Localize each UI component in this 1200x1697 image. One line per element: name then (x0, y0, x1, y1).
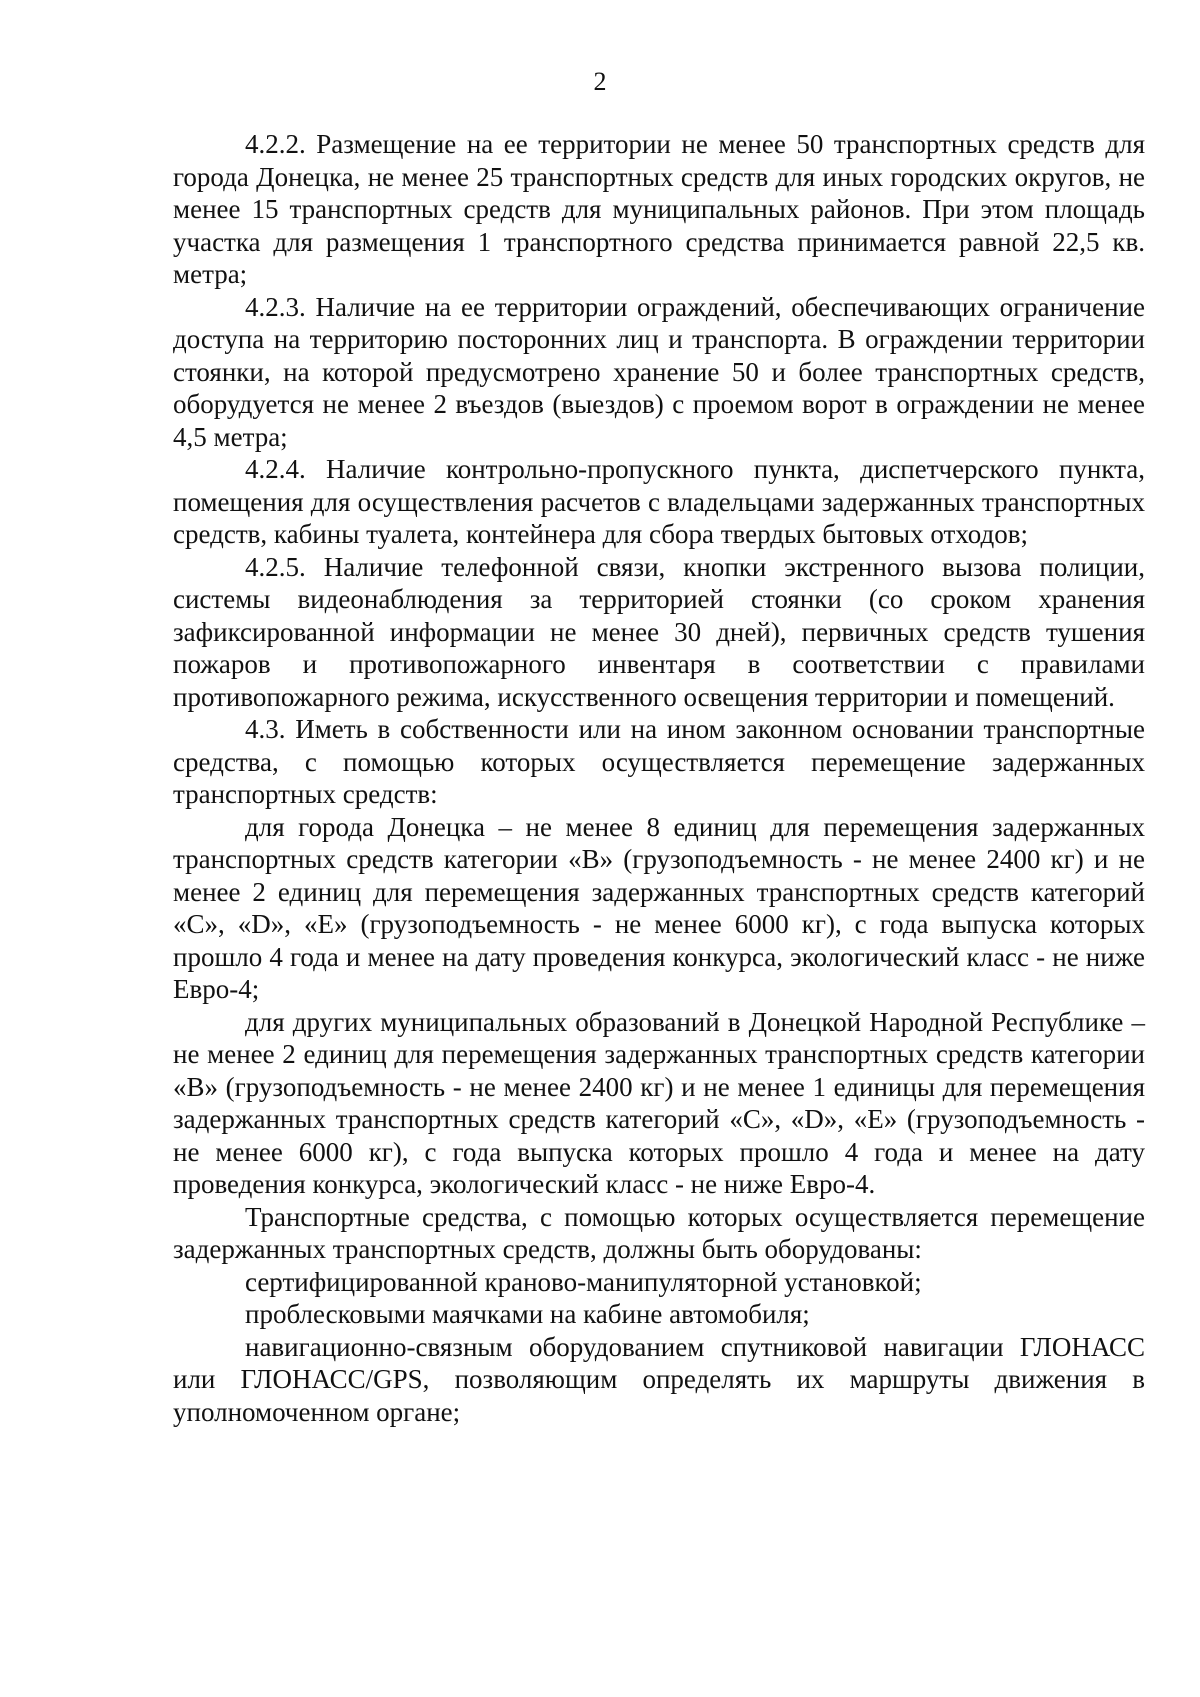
paragraph-4-2-2: 4.2.2. Размещение на ее территории не менее 50 транспортных средств для города Донецка, не менее 25 транспортных средств для иных городских округов, не менее 15 транспортных средств для муниципальных районов. При этом площадь участка для размещения 1 транспортного средства принимается равной 22,5 кв. метра; (173, 129, 1145, 289)
paragraph-4-2-5: 4.2.5. Наличие телефонной связи, кнопки экстренного вызова полиции, системы видеонаблюдения за территорией стоянки (со сроком хранения зафиксированной информации не менее 30 дней), первичных средств тушения пожаров и противопожарного инвентаря в соответствии с правилами противопожарного режима, искусственного освещения территории и помещений. (173, 551, 1145, 712)
paragraph-4-3: 4.3. Иметь в собственности или на ином законном основании транспортные средства, с помощью которых осуществляется перемещение задержанных транспортных средств: (173, 714, 1145, 809)
paragraph-crane-installation: сертифицированной краново-манипуляторной установкой; (245, 1266, 922, 1297)
document-body (173, 128, 1145, 1428)
paragraph-donetsk-vehicles: для города Донецка – не менее 8 единиц для перемещения задержанных транспортных средств категории «B» (грузоподъемность - не менее 2400 кг) и не менее 2 единиц для перемещения задержанных транспортных средств категорий «C», «D», «E» (грузоподъемность - не менее 6000 кг), с года выпуска которых прошло 4 года и менее на дату проведения конкурса, экологический класс - не ниже Евро-4; (173, 811, 1145, 1004)
page-number: 2 (593, 67, 607, 96)
paragraph-4-2-3: 4.2.3. Наличие на ее территории ограждений, обеспечивающих ограничение доступа на территорию посторонних лиц и транспорта. В ограждении территории стоянки, на которой предусмотрено хранение 50 и более транспортных средств, оборудуется не менее 2 въездов (выездов) с проемом ворот в ограждении не менее 4,5 метра; (173, 291, 1145, 452)
paragraph-other-municipalities: для других муниципальных образований в Донецкой Народной Республике – не менее 2 единиц для перемещения задержанных транспортных средств категории «B» (грузоподъемность - не менее 2400 кг) и не менее 1 единицы для перемещения задержанных транспортных средств категорий «C», «D», «E» (грузоподъемность - не менее 6000 кг), с года выпуска которых прошло 4 года и менее на дату проведения конкурса, экологический класс - не ниже Евро-4. (173, 1006, 1145, 1199)
paragraph-navigation-equipment: навигационно-связным оборудованием спутниковой навигации ГЛОНАСС или ГЛОНАСС/GPS, позволяющим определять их маршруты движения в уполномоченном органе; (173, 1331, 1145, 1427)
paragraph-equipment-intro: Транспортные средства, с помощью которых осуществляется перемещение задержанных транспортных средств, должны быть оборудованы: (173, 1201, 1145, 1264)
paragraph-flashing-lights: проблесковыми маячками на кабине автомобиля; (245, 1299, 810, 1329)
paragraph-4-2-4: 4.2.4. Наличие контрольно-пропускного пункта, диспетчерского пункта, помещения для осуществления расчетов с владельцами задержанных транспортных средств, кабины туалета, контейнера для сбора твердых бытовых отходов; (173, 454, 1145, 549)
